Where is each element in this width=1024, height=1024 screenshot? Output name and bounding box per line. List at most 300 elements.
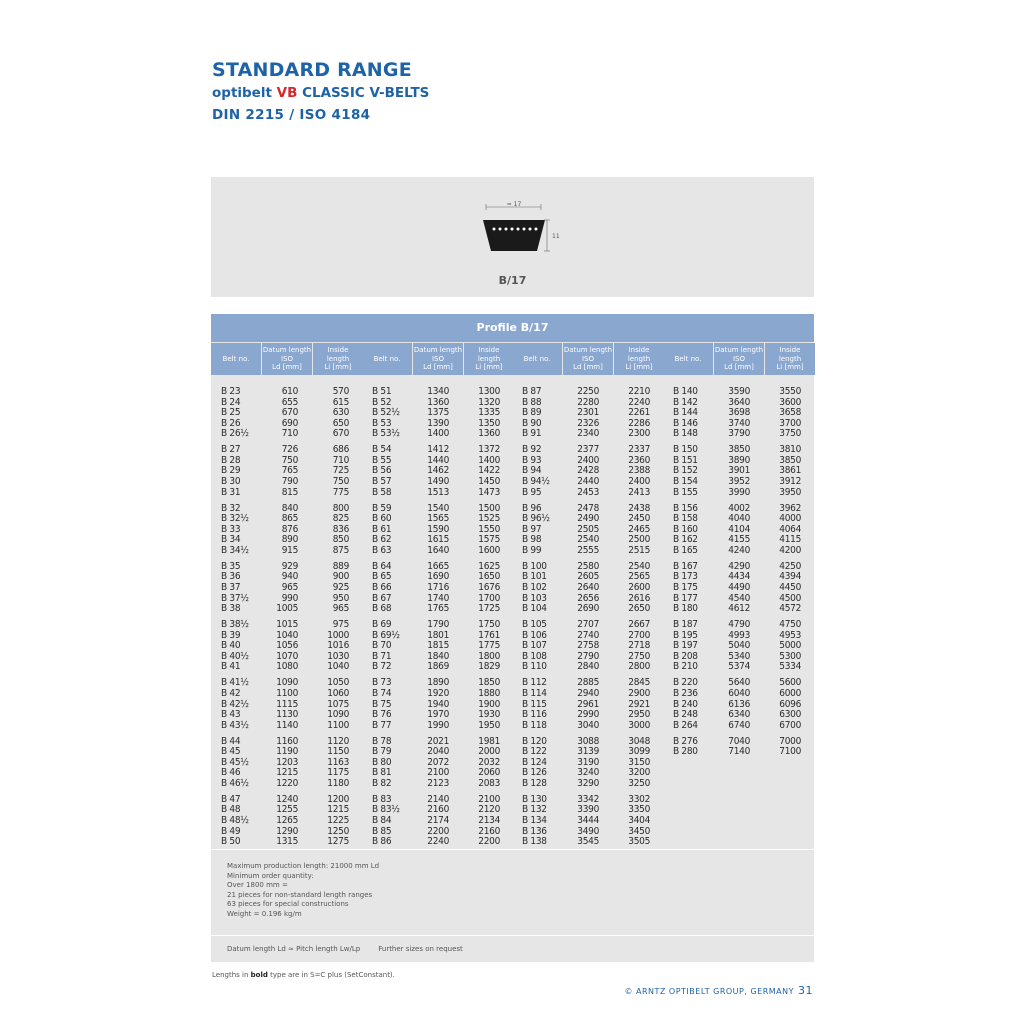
table-cell: B 152 bbox=[673, 465, 698, 477]
table-cell: 2388 bbox=[628, 465, 650, 477]
table-cell: 965 bbox=[281, 581, 298, 593]
table-cell: 710 bbox=[332, 454, 349, 466]
table-cell: 5640 bbox=[728, 677, 750, 689]
table-cell: 2700 bbox=[628, 629, 650, 641]
table-cell: 2021 bbox=[427, 735, 449, 747]
table-cell: 1600 bbox=[478, 544, 500, 556]
table-cell: B 280 bbox=[673, 746, 698, 758]
table-cell: 2667 bbox=[628, 619, 650, 631]
table-cell: B 195 bbox=[673, 629, 698, 641]
table-cell: 4790 bbox=[728, 619, 750, 631]
table-cell: B 175 bbox=[673, 581, 698, 593]
table-cell: B 45 bbox=[221, 746, 241, 758]
footnote-further: Further sizes on request bbox=[378, 945, 463, 953]
table-cell: 1900 bbox=[478, 698, 500, 710]
row-group bbox=[221, 737, 263, 790]
row-group bbox=[673, 387, 715, 440]
table-cell: 6136 bbox=[728, 698, 750, 710]
table-cell: 4155 bbox=[728, 534, 750, 546]
table-title: Profile B/17 bbox=[211, 314, 814, 342]
notes-list bbox=[227, 862, 379, 919]
table-cell: B 53 bbox=[372, 417, 392, 429]
table-cell: 3640 bbox=[728, 396, 750, 408]
header-line: Belt no. bbox=[222, 354, 250, 363]
row-group bbox=[313, 562, 349, 615]
row-group bbox=[765, 445, 801, 498]
table-cell: 3390 bbox=[577, 804, 599, 816]
table-cell: B 114 bbox=[522, 687, 547, 699]
table-cell: B 140 bbox=[673, 386, 698, 397]
table-cell: 1265 bbox=[276, 815, 298, 827]
table-cell: B 27 bbox=[221, 444, 241, 456]
table-cell: B 94 bbox=[522, 465, 542, 477]
table-cell: 3890 bbox=[728, 454, 750, 466]
profile-table bbox=[211, 314, 814, 849]
table-cell: B 136 bbox=[522, 825, 547, 837]
table-cell: 2240 bbox=[628, 396, 650, 408]
bold-note-pre: Lengths in bbox=[212, 971, 249, 979]
table-cell: 1525 bbox=[478, 513, 500, 525]
table-cell: 686 bbox=[332, 444, 349, 456]
header-inside-length bbox=[313, 343, 363, 375]
table-cell: 2640 bbox=[577, 581, 599, 593]
row-group bbox=[673, 562, 715, 615]
table-cell: 1761 bbox=[478, 629, 500, 641]
table-cell: B 79 bbox=[372, 746, 392, 758]
table-cell: 2718 bbox=[628, 640, 650, 652]
table-cell: 2337 bbox=[628, 444, 650, 456]
table-cell: 3698 bbox=[728, 407, 750, 419]
table-cell: 5600 bbox=[779, 677, 801, 689]
table-cell: 2515 bbox=[628, 544, 650, 556]
table-cell: 1203 bbox=[276, 756, 298, 768]
table-cell: B 42 bbox=[221, 687, 241, 699]
table-cell: 1890 bbox=[427, 677, 449, 689]
table-cell: 1801 bbox=[427, 629, 449, 641]
table-cell: 2120 bbox=[478, 804, 500, 816]
table-cell: 1220 bbox=[276, 777, 298, 789]
bold-note-bold: bold bbox=[250, 971, 268, 979]
page-header bbox=[212, 58, 429, 126]
table-cell: 4040 bbox=[728, 513, 750, 525]
row-group bbox=[563, 504, 599, 557]
table-cell: B 101 bbox=[522, 571, 547, 583]
table-cell: B 37 bbox=[221, 581, 241, 593]
inside-length-column bbox=[765, 387, 801, 763]
table-cell: B 26½ bbox=[221, 428, 249, 440]
table-cell: 1315 bbox=[276, 836, 298, 848]
table-cell: 3950 bbox=[779, 486, 801, 498]
table-cell: B 41½ bbox=[221, 677, 249, 689]
table-cell: B 43 bbox=[221, 709, 241, 721]
table-cell: 1225 bbox=[327, 815, 349, 827]
table-cell: 1765 bbox=[427, 603, 449, 615]
table-cell: B 78 bbox=[372, 735, 392, 747]
table-cell: 3790 bbox=[728, 428, 750, 440]
table-cell: 725 bbox=[332, 465, 349, 477]
row-group bbox=[372, 678, 414, 731]
table-cell: B 40½ bbox=[221, 650, 249, 662]
table-cell: 1372 bbox=[478, 444, 500, 456]
table-cell: 710 bbox=[281, 428, 298, 440]
table-cell: 1015 bbox=[276, 619, 298, 631]
table-cell: B 180 bbox=[673, 603, 698, 615]
table-cell: 1375 bbox=[427, 407, 449, 419]
table-cell: 650 bbox=[332, 417, 349, 429]
table-cell: B 46 bbox=[221, 767, 241, 779]
table-cell: 1800 bbox=[478, 650, 500, 662]
table-cell: B 84 bbox=[372, 815, 392, 827]
table-cell: 2490 bbox=[577, 513, 599, 525]
row-group bbox=[714, 562, 750, 615]
table-cell: 950 bbox=[332, 592, 349, 604]
table-cell: 965 bbox=[332, 603, 349, 615]
copyright-text: © ARNTZ OPTIBELT GROUP, GERMANY bbox=[624, 987, 794, 996]
table-cell: 1163 bbox=[327, 756, 349, 768]
table-cell: 2261 bbox=[628, 407, 650, 419]
table-cell: B 58 bbox=[372, 486, 392, 498]
table-cell: 1880 bbox=[478, 687, 500, 699]
table-cell: B 148 bbox=[673, 428, 698, 440]
table-cell: 1930 bbox=[478, 709, 500, 721]
table-cell: 3250 bbox=[628, 777, 650, 789]
table-cell: 2250 bbox=[577, 386, 599, 397]
row-group bbox=[262, 620, 298, 673]
table-cell: 1040 bbox=[276, 629, 298, 641]
table-cell: 1540 bbox=[427, 502, 449, 514]
row-group bbox=[262, 504, 298, 557]
table-cell: 1490 bbox=[427, 476, 449, 488]
table-cell: B 44 bbox=[221, 735, 241, 747]
table-cell: 2758 bbox=[577, 640, 599, 652]
table-cell: 630 bbox=[332, 407, 349, 419]
row-group bbox=[464, 620, 500, 673]
row-group bbox=[313, 678, 349, 731]
header-line: Ld [mm] bbox=[573, 363, 603, 372]
table-cell: 3048 bbox=[628, 735, 650, 747]
row-group bbox=[714, 678, 750, 731]
table-cell: 4002 bbox=[728, 502, 750, 514]
copyright bbox=[624, 984, 813, 997]
row-group bbox=[413, 504, 449, 557]
table-cell: 5374 bbox=[728, 661, 750, 673]
row-group bbox=[614, 795, 650, 848]
table-cell: 1676 bbox=[478, 581, 500, 593]
table-cell: 1190 bbox=[276, 746, 298, 758]
table-cell: 1300 bbox=[478, 386, 500, 397]
header-belt-no bbox=[663, 343, 713, 375]
header-line: length bbox=[326, 354, 350, 363]
table-cell: B 220 bbox=[673, 677, 698, 689]
table-cell: 1090 bbox=[276, 677, 298, 689]
row-group bbox=[673, 678, 715, 731]
table-cell: 940 bbox=[281, 571, 298, 583]
table-cell: 1829 bbox=[478, 661, 500, 673]
row-group bbox=[372, 562, 414, 615]
table-cell: 1080 bbox=[276, 661, 298, 673]
table-cell: B 28 bbox=[221, 454, 241, 466]
table-cell: 2413 bbox=[628, 486, 650, 498]
table-cell: B 130 bbox=[522, 793, 547, 805]
table-cell: 990 bbox=[281, 592, 298, 604]
table-cell: 1412 bbox=[427, 444, 449, 456]
table-cell: 929 bbox=[281, 560, 298, 572]
table-cell: B 81 bbox=[372, 767, 392, 779]
table-cell: B 107 bbox=[522, 640, 547, 652]
header-inside-length bbox=[464, 343, 514, 375]
row-group bbox=[673, 445, 715, 498]
table-cell: B 120 bbox=[522, 735, 547, 747]
table-cell: 2961 bbox=[577, 698, 599, 710]
table-cell: B 54 bbox=[372, 444, 392, 456]
table-cell: 800 bbox=[332, 502, 349, 514]
table-cell: 1650 bbox=[478, 571, 500, 583]
table-cell: 2580 bbox=[577, 560, 599, 572]
table-cell: 6040 bbox=[728, 687, 750, 699]
table-cell: 3850 bbox=[779, 454, 801, 466]
table-cell: B 248 bbox=[673, 709, 698, 721]
header-line: ISO bbox=[732, 354, 746, 363]
table-cell: B 72 bbox=[372, 661, 392, 673]
table-cell: B 47 bbox=[221, 793, 241, 805]
header-belt-no bbox=[362, 343, 412, 375]
table-cell: B 69½ bbox=[372, 629, 400, 641]
table-cell: 2565 bbox=[628, 571, 650, 583]
table-cell: B 134 bbox=[522, 815, 547, 827]
table-cell: 5340 bbox=[728, 650, 750, 662]
belt-no-column bbox=[673, 387, 715, 763]
table-cell: 1115 bbox=[276, 698, 298, 710]
table-cell: 3099 bbox=[628, 746, 650, 758]
subtitle-vb: VB bbox=[276, 85, 298, 101]
table-cell: 1940 bbox=[427, 698, 449, 710]
table-cell: 2616 bbox=[628, 592, 650, 604]
row-group bbox=[765, 737, 801, 758]
table-cell: 1060 bbox=[327, 687, 349, 699]
table-cell: 3088 bbox=[577, 735, 599, 747]
table-cell: 1390 bbox=[427, 417, 449, 429]
table-cell: B 53½ bbox=[372, 428, 400, 440]
datum-length-column bbox=[714, 387, 750, 763]
table-cell: B 70 bbox=[372, 640, 392, 652]
notes-box bbox=[211, 850, 814, 935]
table-cell: 1981 bbox=[478, 735, 500, 747]
row-group bbox=[765, 504, 801, 557]
table-cell: 1625 bbox=[478, 560, 500, 572]
table-cell: B 173 bbox=[673, 571, 698, 583]
row-group bbox=[372, 737, 414, 790]
table-cell: B 95 bbox=[522, 486, 542, 498]
table-cell: 1215 bbox=[276, 767, 298, 779]
table-cell: 2140 bbox=[427, 793, 449, 805]
header-line: Datum length bbox=[563, 346, 613, 355]
row-group bbox=[221, 445, 263, 498]
table-cell: B 105 bbox=[522, 619, 547, 631]
table-cell: B 33 bbox=[221, 523, 241, 535]
table-cell: 2600 bbox=[628, 581, 650, 593]
table-cell: B 144 bbox=[673, 407, 698, 419]
table-cell: B 83½ bbox=[372, 804, 400, 816]
table-cell: 2505 bbox=[577, 523, 599, 535]
table-cell: B 98 bbox=[522, 534, 542, 546]
table-cell: 840 bbox=[281, 502, 298, 514]
table-cell: 3302 bbox=[628, 793, 650, 805]
table-cell: 2100 bbox=[427, 767, 449, 779]
footnote-datum: Datum length Ld ≈ Pitch length Lw/Lp bbox=[227, 945, 361, 953]
table-cell: B 167 bbox=[673, 560, 698, 572]
table-cell: 3901 bbox=[728, 465, 750, 477]
header-line: Belt no. bbox=[674, 354, 702, 363]
table-cell: B 197 bbox=[673, 640, 698, 652]
row-group bbox=[413, 620, 449, 673]
table-cell: 1815 bbox=[427, 640, 449, 652]
table-cell: 2040 bbox=[427, 746, 449, 758]
table-cell: 925 bbox=[332, 581, 349, 593]
row-group bbox=[614, 620, 650, 673]
table-cell: 1275 bbox=[327, 836, 349, 848]
table-cell: 1030 bbox=[327, 650, 349, 662]
row-group bbox=[522, 678, 564, 731]
row-group bbox=[262, 678, 298, 731]
table-cell: B 118 bbox=[522, 719, 547, 731]
header-datum-length bbox=[563, 343, 613, 375]
table-cell: 1335 bbox=[478, 407, 500, 419]
row-group bbox=[563, 562, 599, 615]
table-cell: B 49 bbox=[221, 825, 241, 837]
table-cell: 670 bbox=[281, 407, 298, 419]
table-cell: B 116 bbox=[522, 709, 547, 721]
table-cell: 4000 bbox=[779, 513, 801, 525]
table-cell: B 50 bbox=[221, 836, 241, 848]
header-datum-length bbox=[714, 343, 764, 375]
table-cell: 3139 bbox=[577, 746, 599, 758]
table-cell: 3490 bbox=[577, 825, 599, 837]
inside-length-column bbox=[614, 387, 650, 853]
table-cell: 2032 bbox=[478, 756, 500, 768]
table-cell: 1450 bbox=[478, 476, 500, 488]
table-cell: B 103 bbox=[522, 592, 547, 604]
belt-no-column bbox=[221, 387, 263, 853]
table-cell: 2790 bbox=[577, 650, 599, 662]
table-cell: 3750 bbox=[779, 428, 801, 440]
table-cell: B 43½ bbox=[221, 719, 249, 731]
table-cell: B 126 bbox=[522, 767, 547, 779]
table-cell: 1665 bbox=[427, 560, 449, 572]
table-cell: 875 bbox=[332, 544, 349, 556]
table-cell: 6700 bbox=[779, 719, 801, 731]
row-group bbox=[413, 795, 449, 848]
table-cell: 3240 bbox=[577, 767, 599, 779]
table-cell: 3450 bbox=[628, 825, 650, 837]
table-cell: B 32 bbox=[221, 502, 241, 514]
row-group bbox=[614, 562, 650, 615]
table-cell: 1240 bbox=[276, 793, 298, 805]
table-cell: B 83 bbox=[372, 793, 392, 805]
table-cell: B 86 bbox=[372, 836, 392, 848]
table-cell: B 104 bbox=[522, 603, 547, 615]
row-group bbox=[221, 678, 263, 731]
row-group bbox=[413, 678, 449, 731]
table-cell: 3590 bbox=[728, 386, 750, 397]
table-cell: 975 bbox=[332, 619, 349, 631]
table-cell: B 93 bbox=[522, 454, 542, 466]
table-cell: 2555 bbox=[577, 544, 599, 556]
table-cell: 1350 bbox=[478, 417, 500, 429]
table-cell: 2950 bbox=[628, 709, 650, 721]
table-cell: 2160 bbox=[478, 825, 500, 837]
table-cell: 1056 bbox=[276, 640, 298, 652]
page-number: 31 bbox=[798, 984, 813, 997]
table-cell: 2000 bbox=[478, 746, 500, 758]
table-cell: 1005 bbox=[276, 603, 298, 615]
table-cell: 4612 bbox=[728, 603, 750, 615]
table-cell: B 151 bbox=[673, 454, 698, 466]
row-group bbox=[522, 445, 564, 498]
table-cell: 3850 bbox=[728, 444, 750, 456]
table-cell: B 187 bbox=[673, 619, 698, 631]
table-cell: B 46½ bbox=[221, 777, 249, 789]
table-cell: 2840 bbox=[577, 661, 599, 673]
table-cell: 2438 bbox=[628, 502, 650, 514]
row-group bbox=[221, 620, 263, 673]
inside-length-column bbox=[313, 387, 349, 853]
table-cell: 7040 bbox=[728, 735, 750, 747]
table-cell: 865 bbox=[281, 513, 298, 525]
row-group bbox=[673, 620, 715, 673]
table-cell: 4540 bbox=[728, 592, 750, 604]
table-cell: 2340 bbox=[577, 428, 599, 440]
row-group bbox=[221, 562, 263, 615]
table-cell: 2940 bbox=[577, 687, 599, 699]
table-cell: 790 bbox=[281, 476, 298, 488]
row-group bbox=[714, 504, 750, 557]
header-line: Li [mm] bbox=[776, 363, 804, 372]
row-group bbox=[262, 562, 298, 615]
header-line: Ld [mm] bbox=[724, 363, 754, 372]
table-cell: B 41 bbox=[221, 661, 241, 673]
header-line: Inside bbox=[478, 346, 500, 355]
table-cell: B 106 bbox=[522, 629, 547, 641]
table-cell: 3550 bbox=[779, 386, 801, 397]
table-cell: 3290 bbox=[577, 777, 599, 789]
row-group bbox=[464, 504, 500, 557]
table-cell: 1160 bbox=[276, 735, 298, 747]
table-cell: 1565 bbox=[427, 513, 449, 525]
table-cell: 3952 bbox=[728, 476, 750, 488]
table-cell: B 56 bbox=[372, 465, 392, 477]
table-cell: 2885 bbox=[577, 677, 599, 689]
table-cell: B 165 bbox=[673, 544, 698, 556]
row-group bbox=[372, 387, 414, 440]
table-cell: B 264 bbox=[673, 719, 698, 731]
row-group bbox=[563, 678, 599, 731]
table-cell: 1775 bbox=[478, 640, 500, 652]
table-cell: B 42½ bbox=[221, 698, 249, 710]
table-cell: 1615 bbox=[427, 534, 449, 546]
table-cell: 2845 bbox=[628, 677, 650, 689]
table-cell: 1790 bbox=[427, 619, 449, 631]
table-cell: 1200 bbox=[327, 793, 349, 805]
table-cell: B 39 bbox=[221, 629, 241, 641]
table-cell: 3700 bbox=[779, 417, 801, 429]
row-group bbox=[413, 445, 449, 498]
table-cell: 1920 bbox=[427, 687, 449, 699]
row-group bbox=[714, 620, 750, 673]
table-cell: 2160 bbox=[427, 804, 449, 816]
table-cell: 1120 bbox=[327, 735, 349, 747]
table-cell: 7100 bbox=[779, 746, 801, 758]
table-cell: B 82 bbox=[372, 777, 392, 789]
